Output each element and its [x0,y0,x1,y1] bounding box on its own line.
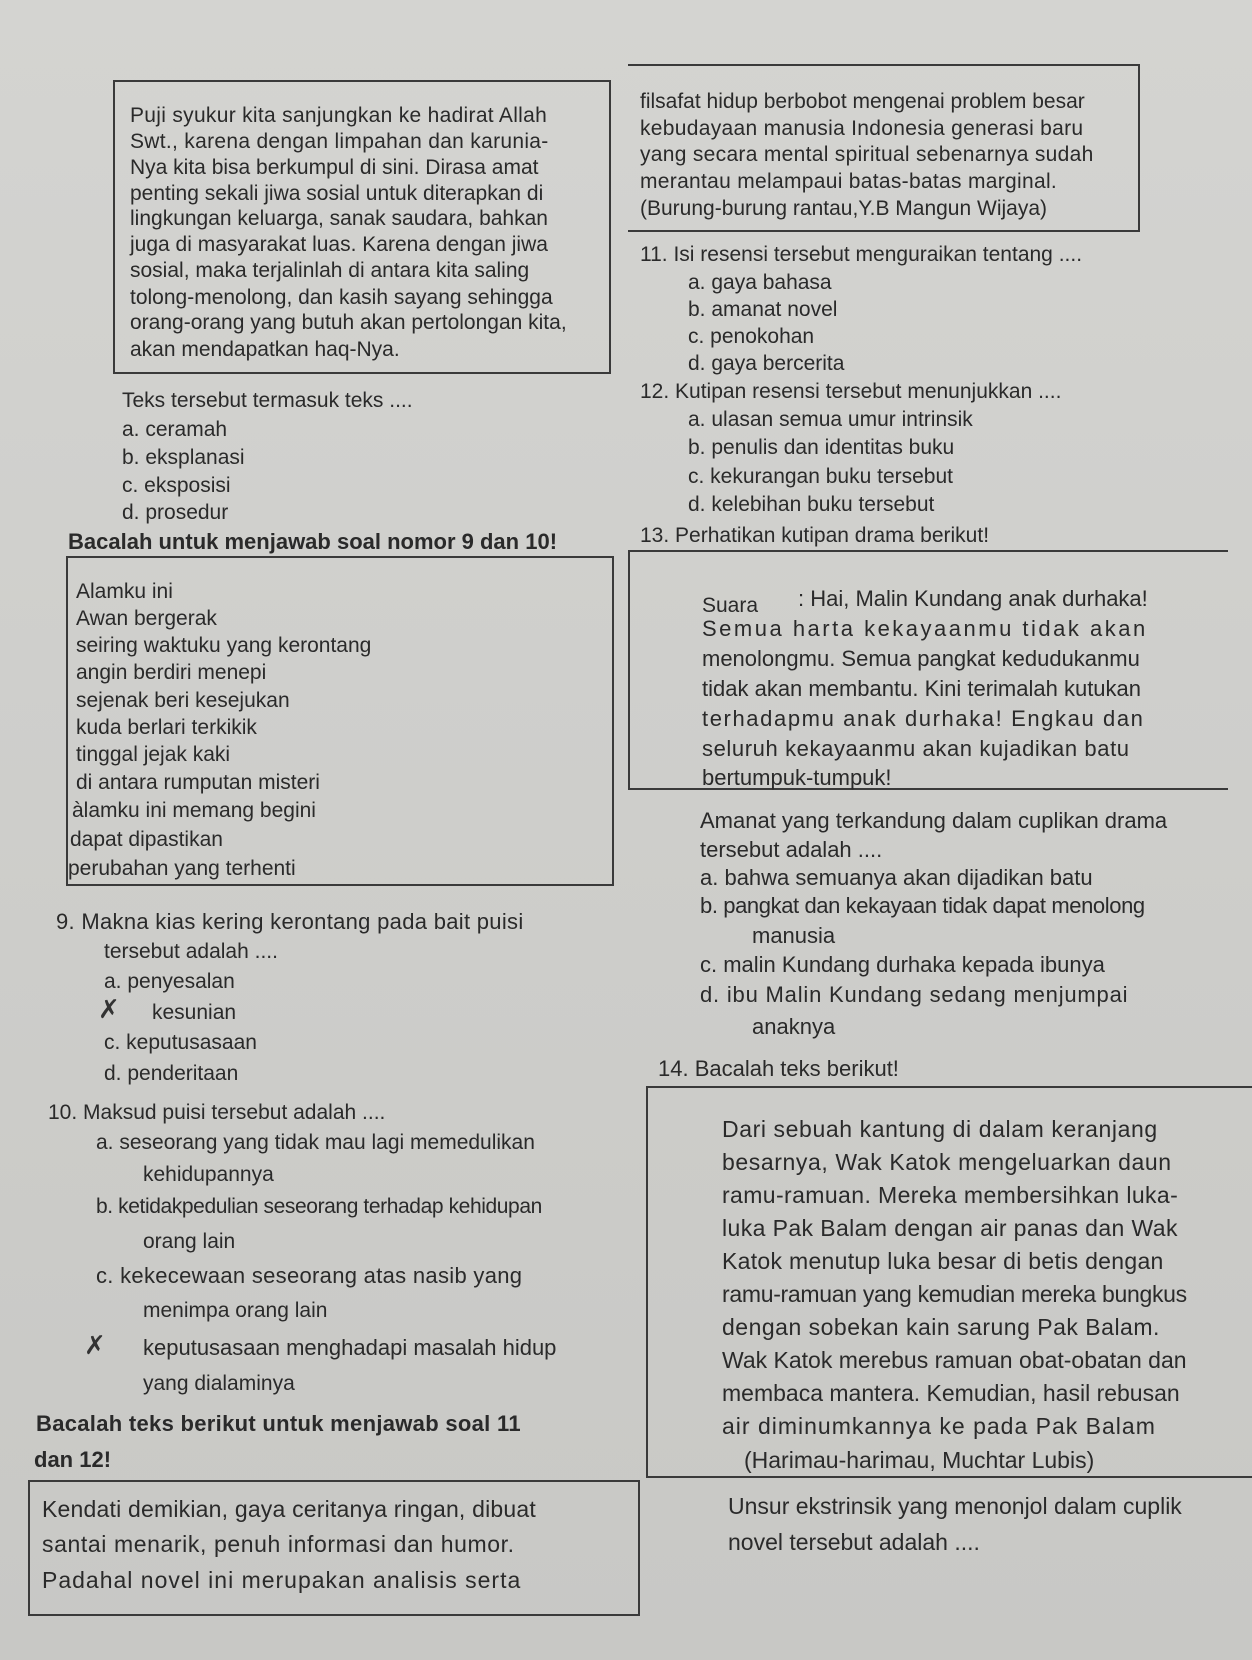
drama-line: tidak akan membantu. Kini terimalah kutukan [702,676,1142,701]
q11-option-d[interactable]: d. gaya bercerita [688,352,845,375]
novel-line: dengan sobekan kain sarung Pak Balam. [722,1314,1160,1340]
drama-speaker: Suara [702,594,759,617]
q14-stem: 14. Bacalah teks berikut! [658,1056,899,1081]
q13-question: Amanat yang terkandung dalam cuplikan drama [700,808,1168,833]
passage-line: Puji syukur kita sanjungkan ke hadirat Allah [130,104,548,127]
q12-option-b[interactable]: b. penulis dan identitas buku [688,436,955,459]
poem-line: dapat dipastikan [70,828,223,851]
q9-stem-cont: tersebut adalah .... [104,940,278,963]
q14-question-cont: novel tersebut adalah .... [728,1529,980,1555]
q10-option-a[interactable]: a. seseorang yang tidak mau lagi memedulikan [96,1131,535,1154]
poem-line: sejenak beri kesejukan [76,689,290,712]
poem-line: angin berdiri menepi [76,661,267,684]
q10-option-a-cont: kehidupannya [143,1163,274,1186]
q13-option-b[interactable]: b. pangkat dan kekayaan tidak dapat menolong [700,893,1145,918]
passage-line: yang secara mental spiritual sebenarnya sudah [640,143,1094,166]
q13-option-c[interactable]: c. malin Kundang durhaka kepada ibunya [700,952,1105,977]
passage-line: sosial, maka terjalinlah di antara kita saling [130,259,530,282]
drama-line: : Hai, Malin Kundang anak durhaka! [798,586,1148,611]
q10-option-d-cont: yang dialaminya [143,1372,295,1395]
q10-option-c[interactable]: c. kekecewaan seseorang atas nasib yang [96,1263,523,1288]
poem-line: perubahan yang terhenti [68,857,296,880]
novel-line: luka Pak Balam dengan air panas dan Wak [722,1215,1178,1241]
passage-line: tolong-menolong, dan kasih sayang sehingga [130,286,553,309]
q10-option-b[interactable]: b. ketidakpedulian seseorang terhadap kehidupan [96,1195,542,1218]
novel-line: ramu-ramuan yang kemudian mereka bungkus [722,1281,1187,1307]
novel-line: besarnya, Wak Katok mengeluarkan daun [722,1149,1172,1175]
q11-stem: 11. Isi resensi tersebut menguraikan tentang .... [640,243,1083,266]
q10-option-d[interactable]: keputusasaan menghadapi masalah hidup [143,1335,557,1360]
instruction-11-12: Bacalah teks berikut untuk menjawab soal 11 [36,1411,521,1436]
q9-stem: 9. Makna kias kering kerontang pada bait puisi [56,909,524,934]
novel-line: air diminumkannya ke pada Pak Balam [722,1413,1156,1439]
poem-line: Alamku ini [76,580,173,603]
drama-line: seluruh kekayaanmu akan kujadikan batu [702,736,1130,761]
q10-option-c-cont: menimpa orang lain [143,1299,328,1322]
q13-question-cont: tersebut adalah .... [700,837,883,862]
drama-line: bertumpuk-tumpuk! [702,765,892,790]
q9-option-d[interactable]: d. penderitaan [104,1062,239,1085]
q13-option-d[interactable]: d. ibu Malin Kundang sedang menjumpai [700,982,1129,1007]
q13-option-b-cont: manusia [752,923,836,948]
poem-line: àlamku ini memang begini [72,799,316,822]
review-line: Padahal novel ini merupakan analisis serta [42,1567,522,1593]
instruction-9-10: Bacalah untuk menjawab soal nomor 9 dan 10! [68,529,558,554]
novel-line: membaca mantera. Kemudian, hasil rebusan [722,1380,1180,1406]
passage-line: juga di masyarakat luas. Karena dengan jiwa [130,233,548,256]
passage-line: filsafat hidup berbobot mengenai problem besar [640,90,1085,113]
passage-line: Swt., karena dengan limpahan dan karunia- [130,130,549,153]
q9-option-c[interactable]: c. keputusasaan [104,1031,257,1054]
passage-line: kebudayaan manusia Indonesia generasi baru [640,117,1084,140]
passage-line: orang-orang yang butuh akan pertolongan kita, [130,311,567,334]
instruction-11-12-cont: dan 12! [34,1447,112,1472]
q13-stem: 13. Perhatikan kutipan drama berikut! [640,524,990,547]
passage-line: lingkungan keluarga, sanak saudara, bahkan [130,207,548,230]
novel-line: Dari sebuah kantung di dalam keranjang [722,1116,1158,1142]
q8-stem: Teks tersebut termasuk teks .... [122,389,413,412]
drama-line: Semua harta kekayaanmu tidak akan [702,616,1148,641]
cross-mark-icon: ✗ [84,1330,106,1360]
q9-option-b[interactable]: kesunian [152,1001,237,1024]
poem-line: kuda berlari terkikik [76,716,257,739]
q11-option-b[interactable]: b. amanat novel [688,298,838,321]
drama-line: terhadapmu anak durhaka! Engkau dan [702,706,1145,731]
q14-question: Unsur ekstrinsik yang menonjol dalam cuplik [728,1493,1182,1519]
q10-option-b-cont: orang lain [143,1230,236,1253]
q8-option-d[interactable]: d. prosedur [122,501,229,524]
review-line: Kendati demikian, gaya ceritanya ringan, dibuat [42,1496,536,1522]
passage-line: penting sekali jiwa sosial untuk diterapkan di [130,182,544,205]
q12-option-d[interactable]: d. kelebihan buku tersebut [688,493,935,516]
poem-line: di antara rumputan misteri [76,771,320,794]
novel-line: Katok menutup luka besar di betis dengan [722,1248,1164,1274]
q8-option-b[interactable]: b. eksplanasi [122,446,245,469]
poem-line: seiring waktuku yang kerontang [76,634,372,657]
q12-option-a[interactable]: a. ulasan semua umur intrinsik [688,408,973,431]
q13-option-a[interactable]: a. bahwa semuanya akan dijadikan batu [700,865,1093,890]
novel-line: ramu-ramuan. Mereka membersihkan luka- [722,1182,1179,1208]
q13-option-d-cont: anaknya [752,1014,836,1039]
passage-source: (Burung-burung rantau,Y.B Mangun Wijaya) [640,197,1048,220]
novel-source: (Harimau-harimau, Muchtar Lubis) [744,1447,1095,1473]
cross-mark-icon: ✗ [98,994,120,1024]
drama-line: menolongmu. Semua pangkat kedudukanmu [702,646,1140,671]
q12-stem: 12. Kutipan resensi tersebut menunjukkan .... [640,380,1062,403]
q9-option-a[interactable]: a. penyesalan [104,970,235,993]
novel-line: Wak Katok merebus ramuan obat-obatan dan [722,1347,1187,1373]
poem-line: Awan bergerak [76,607,217,630]
passage-line: merantau melampaui batas-batas marginal. [640,170,1058,193]
q12-option-c[interactable]: c. kekurangan buku tersebut [688,465,954,488]
passage-line: akan mendapatkan haq-Nya. [130,338,400,361]
q10-stem: 10. Maksud puisi tersebut adalah .... [48,1101,386,1124]
q11-option-c[interactable]: c. penokohan [688,325,815,348]
passage-line: Nya kita bisa berkumpul di sini. Dirasa amat [130,156,539,179]
poem-line: tinggal jejak kaki [76,743,231,766]
q11-option-a[interactable]: a. gaya bahasa [688,271,832,294]
q8-option-a[interactable]: a. ceramah [122,418,228,441]
review-line: santai menarik, penuh informasi dan humor. [42,1531,515,1557]
q8-option-c[interactable]: c. eksposisi [122,474,231,497]
